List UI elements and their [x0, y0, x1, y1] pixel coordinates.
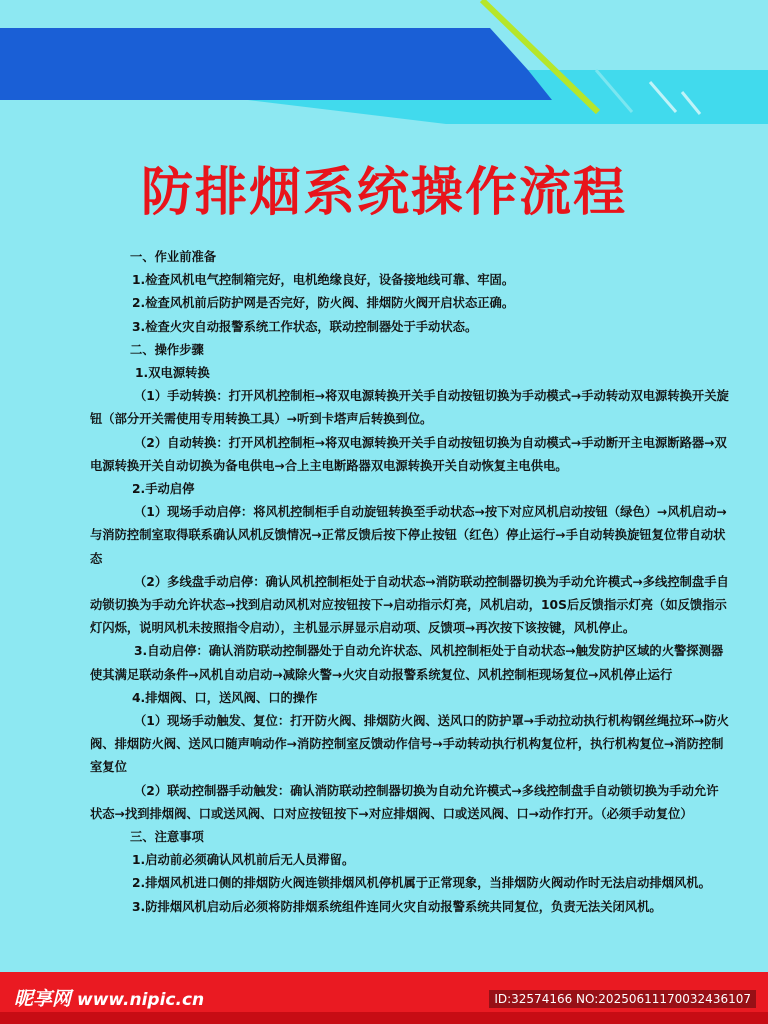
list-item: 1.启动前必须确认风机前后无人员滞留。 — [132, 853, 355, 868]
list-item: 3.防排烟风机启动后必须将防排烟系统组件连同火灾自动报警系统共同复位，负责无法关闭风机。 — [132, 899, 662, 914]
paragraph-auto-start: 3.自动启停：确认消防联动控制器处于自动允许状态、风机控制柜处于自动状态→触发防护区域的火警探测器使其满足联动条件→风机自动启动→减除火警→火灾自动报警系统复位、风机控制柜现场复位→风机停止运行 — [90, 644, 724, 682]
watermark-id: ID:32574166 NO:20250611170032436107 — [489, 990, 756, 1008]
list-item: 3.检查火灾自动报警系统工作状态，联动控制器处于手动状态。 — [132, 319, 478, 334]
subsection-heading-manual-start: 2.手动启停 — [132, 482, 195, 497]
section-heading-steps: 二、操作步骤 — [130, 342, 204, 357]
subsection-heading-valves: 4.排烟阀、口，送风阀、口的操作 — [132, 690, 318, 705]
subsection-heading-power: 1.双电源转换 — [135, 366, 210, 381]
banner-blue-strip — [0, 70, 552, 100]
section-heading-prep: 一、作业前准备 — [130, 250, 217, 264]
page-title: 防排烟系统操作流程 — [140, 163, 627, 223]
banner-blue-band — [0, 28, 528, 70]
list-item: 2.检查风机前后防护网是否完好，防火阀、排烟防火阀开启状态正确。 — [132, 296, 515, 311]
document-body — [90, 246, 730, 919]
paragraph-onsite-start: （1）现场手动启停：将风机控制柜手自动旋钮转换至手动状态→按下对应风机启动按钮（绿色）→风机启动→与消防控制室取得联系确认风机反馈情况→正常反馈后按下停止按钮（红色）停止运行→手自动转换旋钮复位带自动状态 — [90, 505, 727, 566]
paragraph-valve-linkage: （2）联动控制器手动触发：确认消防联动控制器切换为自动允许模式→多线控制盘手自动锁切换为手动允许状态→找到排烟阀、口或送风阀、口对应按钮按下→对应排烟阀、口或送风阀、口→动作打开。（必须手动复位） — [90, 783, 719, 821]
list-item: 1.检查风机电气控制箱完好，电机绝缘良好，设备接地线可靠、牢固。 — [132, 273, 515, 288]
header-banner — [0, 0, 768, 130]
paragraph-valve-manual: （1）现场手动触发、复位：打开防火阀、排烟防火阀、送风口的防护罩→手动拉动执行机构钢丝绳拉环→防火阀、排烟防火阀、送风口随声响动作→消防控制室反馈动作信号→手动转动执行机构复位杆，执行机构复位→消防控制室复位 — [90, 714, 729, 775]
paragraph-auto-switch: （2）自动转换：打开风机控制柜→将双电源转换开关手自动按钮切换为自动模式→手动断开主电源断路器→双电源转换开关自动切换为备电供电→合上主电断路器双电源转换开关自动恢复主电供电。 — [90, 435, 727, 473]
paragraph-manual-switch: （1）手动转换：打开风机控制柜→将双电源转换开关手自动按钮切换为手动模式→手动转动双电源转换开关旋钮（部分开关需使用专用转换工具）→听到卡塔声后转换到位。 — [90, 389, 729, 427]
site-logo[interactable] — [14, 984, 204, 1011]
footer-bottom-strip — [0, 1012, 768, 1024]
logo-url: www.nipic.cn — [77, 990, 205, 1010]
list-item: 2.排烟风机进口侧的排烟防火阀连锁排烟风机停机属于正常现象，当排烟防火阀动作时无法启动排烟风机。 — [132, 876, 711, 891]
section-heading-notes: 三、注意事项 — [130, 830, 204, 845]
paragraph-multiline-start: （2）多线盘手动启停：确认风机控制柜处于自动状态→消防联动控制器切换为手动允许模式→多线控制盘手自动锁切换为手动允许状态→找到启动风机对应按钮按下→启动指示灯亮，风机启动，10S后反馈指示灯亮（如反馈指示灯闪烁，说明风机未按照指令启动），主机显示屏显示启动项、反馈项→再次按下该按键，风机停止。 — [90, 574, 729, 636]
logo-text: 昵享网 — [14, 988, 72, 1010]
